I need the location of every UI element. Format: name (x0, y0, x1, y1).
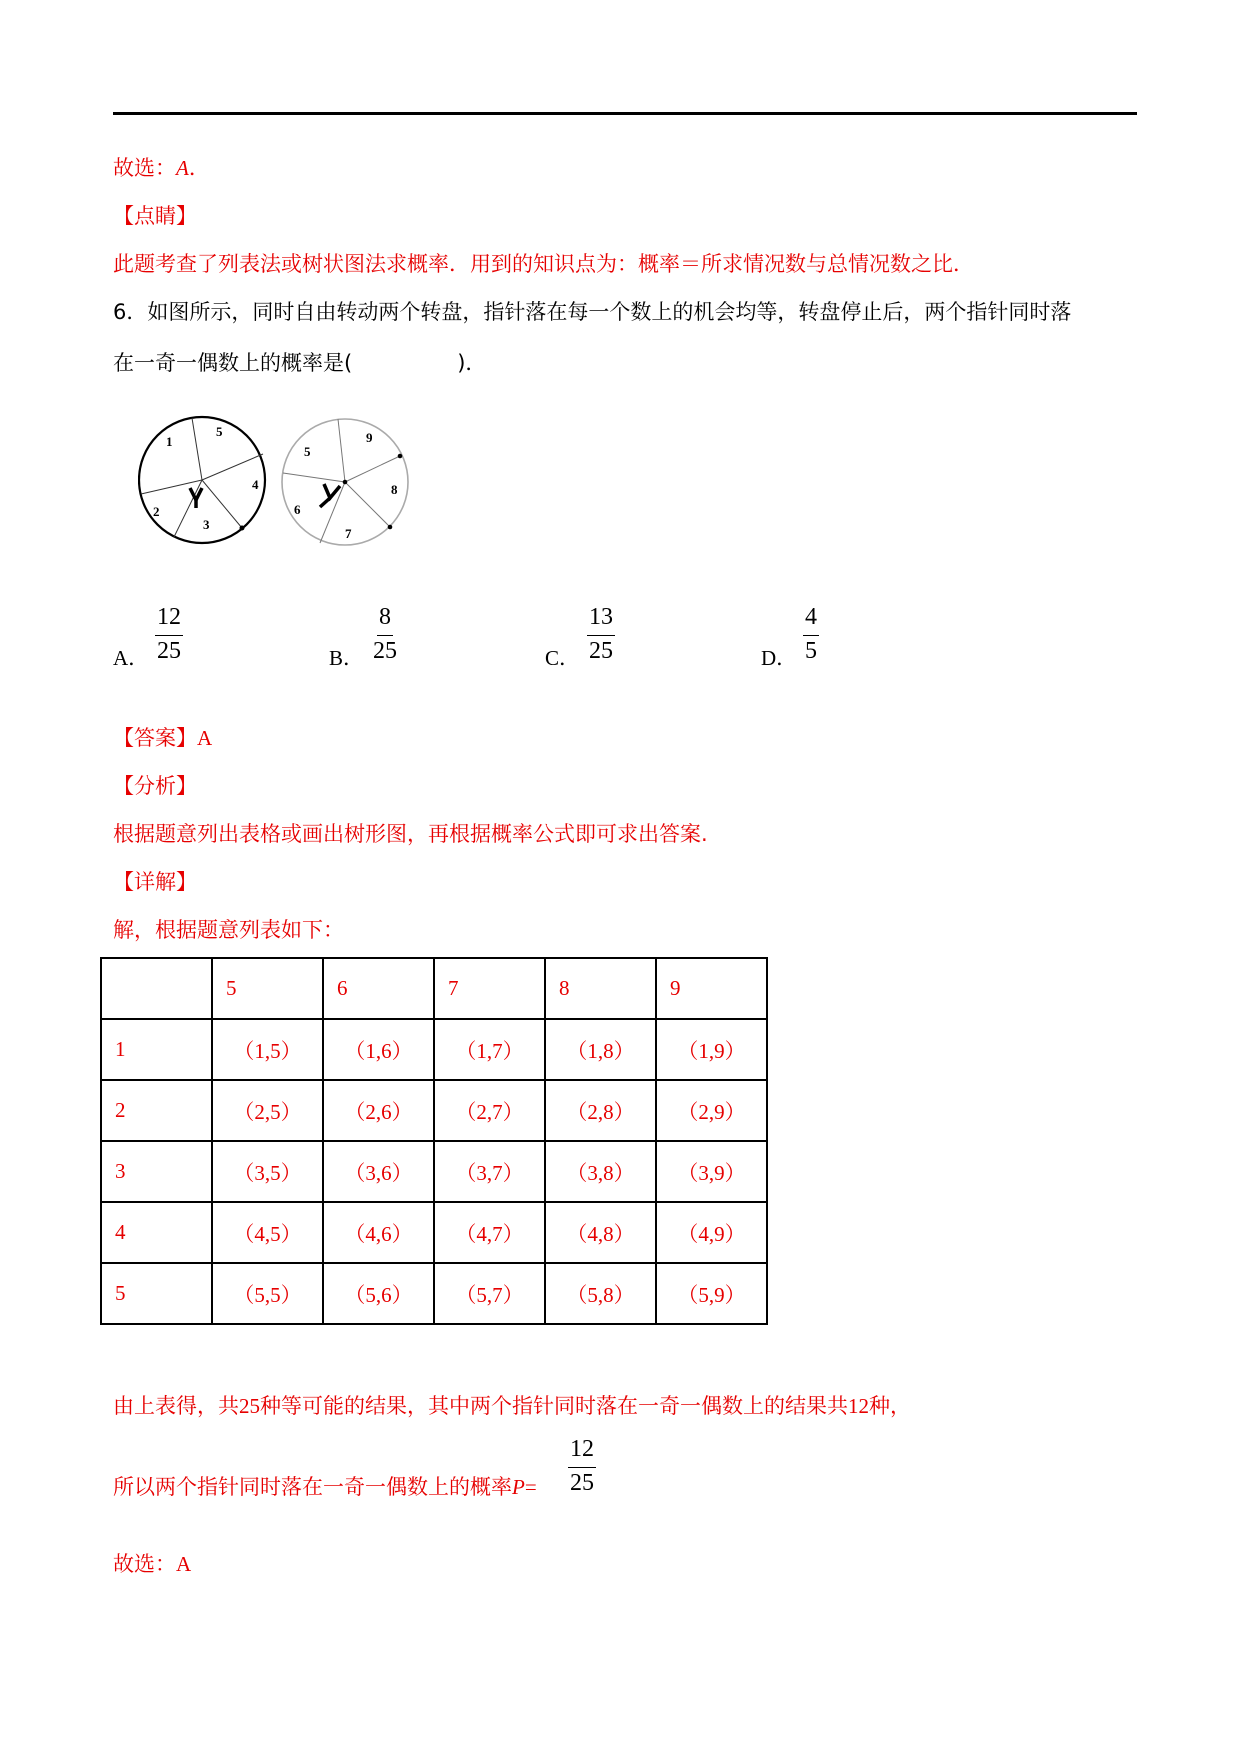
header-rule (113, 112, 1137, 115)
option-fraction: $\frac{8}{25}$ (373, 604, 397, 664)
table-cell: 8 (545, 958, 656, 1019)
spinner-left-number: 5 (216, 424, 223, 439)
spinner-left (139, 417, 265, 543)
outcome-table (100, 957, 768, 1325)
question-line-1: 6．如图所示，同时自由转动两个转盘，指针落在每一个数上的机会均等，转盘停止后，两个指针同时落 (113, 300, 1072, 324)
table-cell: 7 (434, 958, 545, 1019)
guxuan-answer: A (176, 156, 189, 180)
question-line-2: 在一奇一偶数上的概率是( )． (113, 351, 487, 375)
option-fraction: $\frac{4}{5}$ (805, 604, 817, 664)
table-header-row (101, 958, 767, 1019)
table-cell: （3,9） (656, 1141, 767, 1202)
table-cell: （2,8） (545, 1080, 656, 1141)
table-cell: 5 (101, 1263, 212, 1324)
table-row (101, 1263, 767, 1324)
table-cell: 5 (212, 958, 323, 1019)
table-cell: （4,6） (323, 1202, 434, 1263)
table-cell: （3,8） (545, 1141, 656, 1202)
table-cell: 1 (101, 1019, 212, 1080)
analysis-heading: 【分析】 (113, 774, 197, 798)
spinner-right-number: 5 (304, 444, 311, 459)
table-cell: （1,5） (212, 1019, 323, 1080)
table-cell: （4,5） (212, 1202, 323, 1263)
spinner-figure (138, 410, 418, 555)
spinner-left-number: 4 (252, 477, 259, 492)
prev-answer-line (113, 152, 210, 182)
table-cell: （2,7） (434, 1080, 545, 1141)
spinner-left-number: 1 (166, 434, 173, 449)
table-cell: （2,9） (656, 1080, 767, 1141)
probability-fraction: $\frac{12}{25}$ (570, 1436, 594, 1496)
detail-intro: 解，根据题意列表如下： (113, 918, 344, 942)
option-label: B． (329, 646, 365, 670)
option-label: C． (545, 646, 581, 670)
spinner-right-number: 8 (391, 482, 398, 497)
table-cell: （3,5） (212, 1141, 323, 1202)
spinner-left-number: 2 (153, 504, 160, 519)
conclusion-line-2: 所以两个指针同时落在一奇一偶数上的概率P= (113, 1475, 537, 1499)
table-row (101, 1141, 767, 1202)
table-cell: （2,5） (212, 1080, 323, 1141)
table-cell: （4,8） (545, 1202, 656, 1263)
spinner-left-number: 3 (203, 517, 210, 532)
table-cell: 4 (101, 1202, 212, 1263)
table-cell: （4,9） (656, 1202, 767, 1263)
table-cell: （5,8） (545, 1263, 656, 1324)
dianjing-heading: 【点睛】 (113, 204, 197, 228)
table-row (101, 1080, 767, 1141)
table-cell: （2,6） (323, 1080, 434, 1141)
spinner-right-number: 7 (345, 526, 352, 541)
table-cell: 6 (323, 958, 434, 1019)
option-fraction: $\frac{12}{25}$ (157, 604, 181, 664)
guxuan-label: 故选： (113, 156, 176, 180)
detail-heading: 【详解】 (113, 870, 197, 894)
table-row (101, 1202, 767, 1263)
guxuan-dot: ． (188, 156, 210, 180)
table-cell: （5,9） (656, 1263, 767, 1324)
table-cell: （1,7） (434, 1019, 545, 1080)
table-cell: 2 (101, 1080, 212, 1141)
table-cell (101, 958, 212, 1019)
answer-heading: 【答案】 (113, 726, 197, 750)
answer-value: A (197, 726, 213, 750)
final-answer-line: 故选：A (113, 1552, 192, 1576)
analysis-text: 根据题意列出表格或画出树形图，再根据概率公式即可求出答案. (113, 822, 708, 846)
table-cell: （3,7） (434, 1141, 545, 1202)
spinner-right-number: 6 (294, 502, 301, 517)
option-label: A． (113, 646, 150, 670)
table-cell: （3,6） (323, 1141, 434, 1202)
dianjing-text: 此题考查了列表法或树状图法求概率．用到的知识点为：概率＝所求情况数与总情况数之比． (113, 252, 974, 276)
spinner-right-number: 9 (366, 430, 373, 445)
table-cell: （1,6） (323, 1019, 434, 1080)
table-cell: （5,6） (323, 1263, 434, 1324)
option-label: D． (761, 646, 798, 670)
table-cell: （1,9） (656, 1019, 767, 1080)
option-fraction: $\frac{13}{25}$ (589, 604, 613, 664)
spinner-right (282, 419, 408, 545)
table-cell: （4,7） (434, 1202, 545, 1263)
answer-line (113, 722, 212, 752)
conclusion-line-1: 由上表得，共25种等可能的结果，其中两个指针同时落在一奇一偶数上的结果共12种， (113, 1394, 911, 1418)
table-cell: 9 (656, 958, 767, 1019)
table-cell: （5,5） (212, 1263, 323, 1324)
table-cell: （5,7） (434, 1263, 545, 1324)
table-row (101, 1019, 767, 1080)
table-cell: （1,8） (545, 1019, 656, 1080)
table-cell: 3 (101, 1141, 212, 1202)
